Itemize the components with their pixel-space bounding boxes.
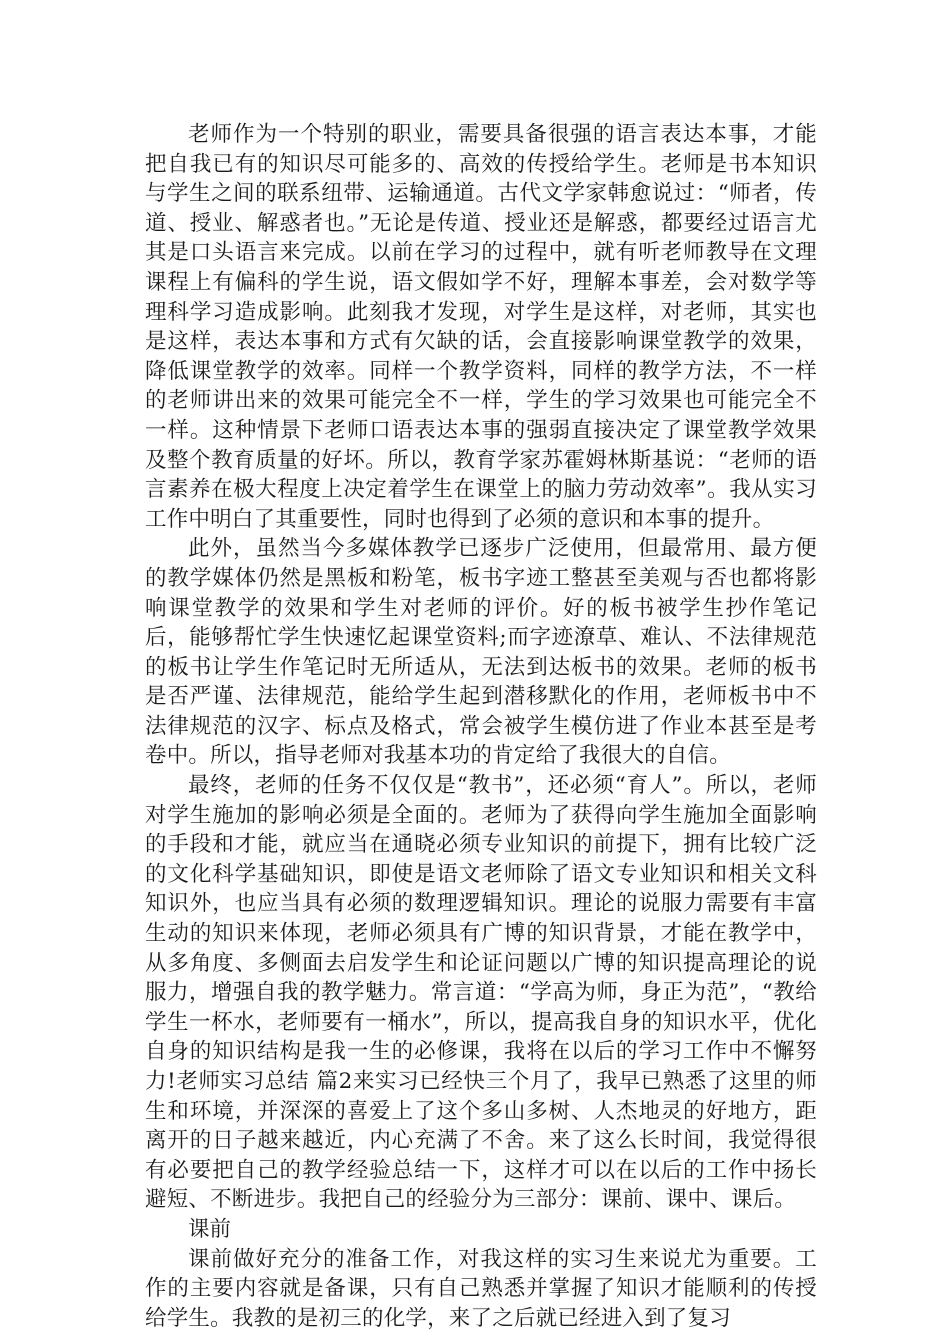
- paragraph-preparation: 课前做好充分的准备工作，对我这样的实习生来说尤为重要。工作的主要内容就是备课，只有自己熟悉并掌握了知识才能顺利的传授给学生。我教的是初三的化学，来了之后就已经进入到了复习: [145, 1246, 817, 1331]
- section-heading: 课前: [188, 1216, 232, 1242]
- document-body: [145, 120, 817, 1333]
- paragraph-language-skill: 老师作为一个特别的职业，需要具备很强的语言表达本事，才能把自我已有的知识尽可能多的、高效的传授给学生。老师是书本知识与学生之间的联系纽带、运输通道。古代文学家韩愈说过：“师者，传道、授业、解惑者也。”无论是传道、授业还是解惑，都要经过语言尤其是口头语言来完成。以前在学习的过程中，就有听老师教导在文理课程上有偏科的学生说，语文假如学不好，理解本事差，会对数学等理科学习造成影响。此刻我才发现，对学生是这样，对老师，其实也是这样，表达本事和方式有欠缺的话，会直接影响课堂教学的效果，降低课堂教学的效率。同样一个教学资料，同样的教学方法，不一样的老师讲出来的效果可能完全不一样，学生的学习效果也可能完全不一样。这种情景下老师口语表达本事的强弱直接决定了课堂教学效果及整个教育质量的好坏。所以，教育学家苏霍姆林斯基说：“老师的语言素养在极大程度上决定着学生在课堂上的脑力劳动效率”。我从实习工作中明白了其重要性，同时也得到了必须的意识和本事的提升。: [145, 122, 817, 532]
- paragraph-teaching-and-educating: 最终，老师的任务不仅仅是“教书”，还必须“育人”。所以，老师对学生施加的影响必须是全面的。老师为了获得向学生施加全面影响的手段和才能，就应当在通晓必须专业知识的前提下，拥有比较广泛的文化科学基础知识，即使是语文老师除了语文专业知识和相关文科知识外，也应当具有必须的数理逻辑知识。理论的说服力需要有丰富生动的知识来体现，老师必须具有广博的知识背景，才能在教学中，从多角度、多侧面去启发学生和论证问题以广博的知识提高理论的说服力，增强自我的教学魅力。常言道：“学高为师，身正为范”，“教给学生一杯水，老师要有一桶水”，所以，提高我自身的知识水平，优化自身的知识结构是我一生的必修课，我将在以后的学习工作中不懈努力!老师实习总结 篇2来实习已经快三个月了，我早已熟悉了这里的师生和环境，并深深的喜爱上了这个多山多树、人杰地灵的好地方，距离开的日子越来越近，内心充满了不舍。来了这么长时间，我觉得很有必要把自己的教学经验总结一下，这样才可以在以后的工作中扬长避短、不断进步。我把自己的经验分为三部分：课前、课中、课后。: [145, 773, 817, 1213]
- paragraph-blackboard-writing: 此外，虽然当今多媒体教学已逐步广泛使用，但最常用、最方便的教学媒体仍然是黑板和粉笔，板书字迹工整甚至美观与否也都将影响课堂教学的效果和学生对老师的评价。好的板书被学生抄作笔记后，能够帮忙学生快速忆起课堂资料;而字迹潦草、难认、不法律规范的板书让学生作笔记时无所适从，无法到达板书的效果。老师的板书是否严谨、法律规范，能给学生起到潜移默化的作用，老师板书中不法律规范的汉字、标点及格式，常会被学生模仿进了作业本甚至是考卷中。所以，指导老师对我基本功的肯定给了我很大的自信。: [145, 536, 817, 769]
